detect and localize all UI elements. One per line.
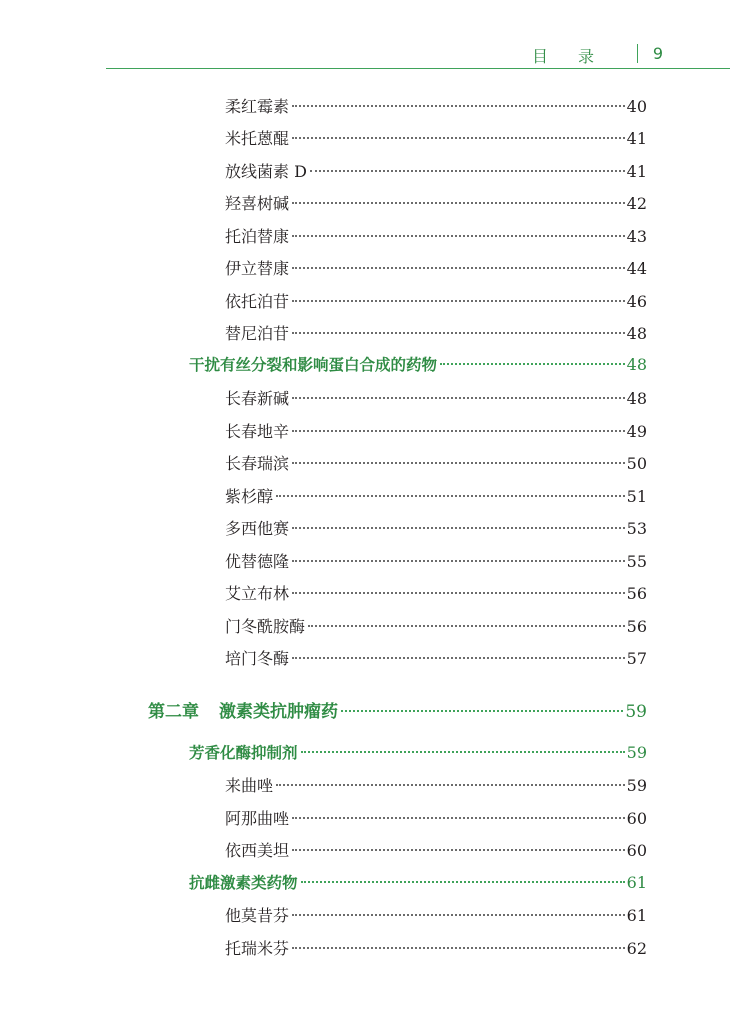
leader-dots bbox=[310, 169, 625, 172]
toc-entry-title: 柔红霉素 bbox=[225, 97, 290, 116]
leader-dots bbox=[292, 331, 625, 334]
leader-dots bbox=[341, 709, 623, 712]
toc-entry[interactable] bbox=[225, 646, 647, 670]
header-separator bbox=[637, 44, 639, 63]
toc-entry-page: 51 bbox=[626, 487, 647, 506]
leader-dots bbox=[292, 526, 625, 529]
leader-dots bbox=[292, 396, 625, 399]
toc-section-page: 48 bbox=[626, 355, 647, 374]
toc-entry-title: 替尼泊苷 bbox=[225, 324, 290, 343]
toc-entry[interactable] bbox=[225, 451, 647, 475]
toc-entry-title: 托瑞米芬 bbox=[225, 939, 290, 958]
toc-entry-title: 多西他赛 bbox=[225, 519, 290, 538]
toc-entry-page: 48 bbox=[626, 324, 647, 343]
toc-entry[interactable] bbox=[225, 936, 647, 960]
leader-dots bbox=[276, 494, 625, 497]
toc-entry[interactable] bbox=[225, 773, 647, 797]
toc-entry[interactable] bbox=[225, 159, 647, 183]
leader-dots bbox=[292, 234, 625, 237]
toc-chapter-page: 59 bbox=[625, 702, 647, 722]
toc-section-title: 抗雌激素类药物 bbox=[189, 874, 298, 892]
leader-dots bbox=[301, 880, 625, 883]
toc-entry-title: 依托泊苷 bbox=[225, 292, 290, 311]
toc-entry-title: 长春瑞滨 bbox=[225, 454, 290, 473]
leader-dots bbox=[292, 559, 625, 562]
toc-entry-page: 41 bbox=[626, 162, 647, 181]
toc-entry-title: 优替德隆 bbox=[225, 552, 290, 571]
leader-dots bbox=[292, 816, 625, 819]
toc-section-page: 59 bbox=[626, 743, 647, 762]
toc-entry-page: 59 bbox=[626, 776, 647, 795]
leader-dots bbox=[292, 913, 625, 916]
toc-entry-page: 43 bbox=[626, 227, 647, 246]
leader-dots bbox=[292, 136, 625, 139]
toc-entry[interactable] bbox=[225, 386, 647, 410]
toc-entry-title: 托泊替康 bbox=[225, 227, 290, 246]
toc-entry[interactable] bbox=[225, 516, 647, 540]
header-page-number: 9 bbox=[652, 44, 663, 63]
toc-entry-page: 60 bbox=[626, 809, 647, 828]
toc-entry-title: 阿那曲唑 bbox=[225, 809, 290, 828]
toc-entry-title: 羟喜树碱 bbox=[225, 194, 290, 213]
toc-entry[interactable] bbox=[225, 484, 647, 508]
toc-entry-page: 50 bbox=[626, 454, 647, 473]
toc-entry-page: 56 bbox=[626, 584, 647, 603]
leader-dots bbox=[308, 624, 625, 627]
toc-entry-title: 放线菌素 D bbox=[225, 162, 307, 181]
toc-section[interactable] bbox=[189, 353, 647, 377]
toc-entry-title: 米托蒽醌 bbox=[225, 129, 290, 148]
toc-entry-title: 他莫昔芬 bbox=[225, 906, 290, 925]
leader-dots bbox=[440, 362, 625, 365]
toc-entry-page: 56 bbox=[626, 617, 647, 636]
toc-entry-page: 42 bbox=[626, 194, 647, 213]
toc-entry[interactable] bbox=[225, 289, 647, 313]
toc-entry[interactable] bbox=[225, 614, 647, 638]
toc-entry-title: 依西美坦 bbox=[225, 841, 290, 860]
toc-chapter-heading bbox=[148, 697, 338, 722]
toc-entry[interactable] bbox=[225, 224, 647, 248]
toc-entry[interactable] bbox=[225, 806, 647, 830]
toc-entry-title: 培门冬酶 bbox=[225, 649, 290, 668]
toc-entry-page: 48 bbox=[626, 389, 647, 408]
toc-entry-title: 长春地辛 bbox=[225, 422, 290, 441]
toc-chapter-title: 激素类抗肿瘤药 bbox=[219, 702, 338, 722]
toc-entry-title: 来曲唑 bbox=[225, 776, 274, 795]
toc-section[interactable] bbox=[189, 741, 647, 765]
toc-entry[interactable] bbox=[225, 903, 647, 927]
leader-dots bbox=[276, 783, 625, 786]
toc-entry-title: 紫杉醇 bbox=[225, 487, 274, 506]
toc-entry[interactable] bbox=[225, 126, 647, 150]
toc-entry[interactable] bbox=[225, 256, 647, 280]
header-title: 目录 bbox=[531, 47, 624, 66]
toc-entry-page: 57 bbox=[626, 649, 647, 668]
toc-entry-page: 55 bbox=[626, 552, 647, 571]
toc-entry[interactable] bbox=[225, 549, 647, 573]
toc-entry-page: 61 bbox=[626, 906, 647, 925]
toc-entry-title: 艾立布林 bbox=[225, 584, 290, 603]
leader-dots bbox=[292, 266, 625, 269]
toc-entry-page: 40 bbox=[626, 97, 647, 116]
leader-dots bbox=[292, 104, 625, 107]
toc-entry-page: 44 bbox=[626, 259, 647, 278]
toc-entry[interactable] bbox=[225, 94, 647, 118]
leader-dots bbox=[292, 591, 625, 594]
toc-entry[interactable] bbox=[225, 321, 647, 345]
leader-dots bbox=[301, 750, 625, 753]
leader-dots bbox=[292, 848, 625, 851]
toc-entry-page: 46 bbox=[626, 292, 647, 311]
toc-entry-page: 49 bbox=[626, 422, 647, 441]
toc-entry-page: 53 bbox=[626, 519, 647, 538]
leader-dots bbox=[292, 299, 625, 302]
toc-entry-page: 41 bbox=[626, 129, 647, 148]
toc-chapter[interactable] bbox=[148, 697, 647, 721]
toc-section-title: 干扰有丝分裂和影响蛋白合成的药物 bbox=[189, 356, 438, 374]
running-header bbox=[106, 40, 730, 69]
leader-dots bbox=[292, 429, 625, 432]
toc-entry-page: 62 bbox=[626, 939, 647, 958]
toc-entry-page: 60 bbox=[626, 841, 647, 860]
toc-section-page: 61 bbox=[626, 873, 647, 892]
toc-entry-title: 长春新碱 bbox=[225, 389, 290, 408]
toc-entry[interactable] bbox=[225, 191, 647, 215]
toc-entry-title: 伊立替康 bbox=[225, 259, 290, 278]
leader-dots bbox=[292, 461, 625, 464]
toc-entry[interactable] bbox=[225, 838, 647, 862]
toc-entry[interactable] bbox=[225, 581, 647, 605]
leader-dots bbox=[292, 201, 625, 204]
leader-dots bbox=[292, 946, 625, 949]
toc-chapter-number: 第二章 bbox=[148, 702, 199, 722]
toc-section-title: 芳香化酶抑制剂 bbox=[189, 744, 298, 762]
toc-entry-title: 门冬酰胺酶 bbox=[225, 617, 306, 636]
toc-entry[interactable] bbox=[225, 419, 647, 443]
toc-section[interactable] bbox=[189, 871, 647, 895]
leader-dots bbox=[292, 656, 625, 659]
